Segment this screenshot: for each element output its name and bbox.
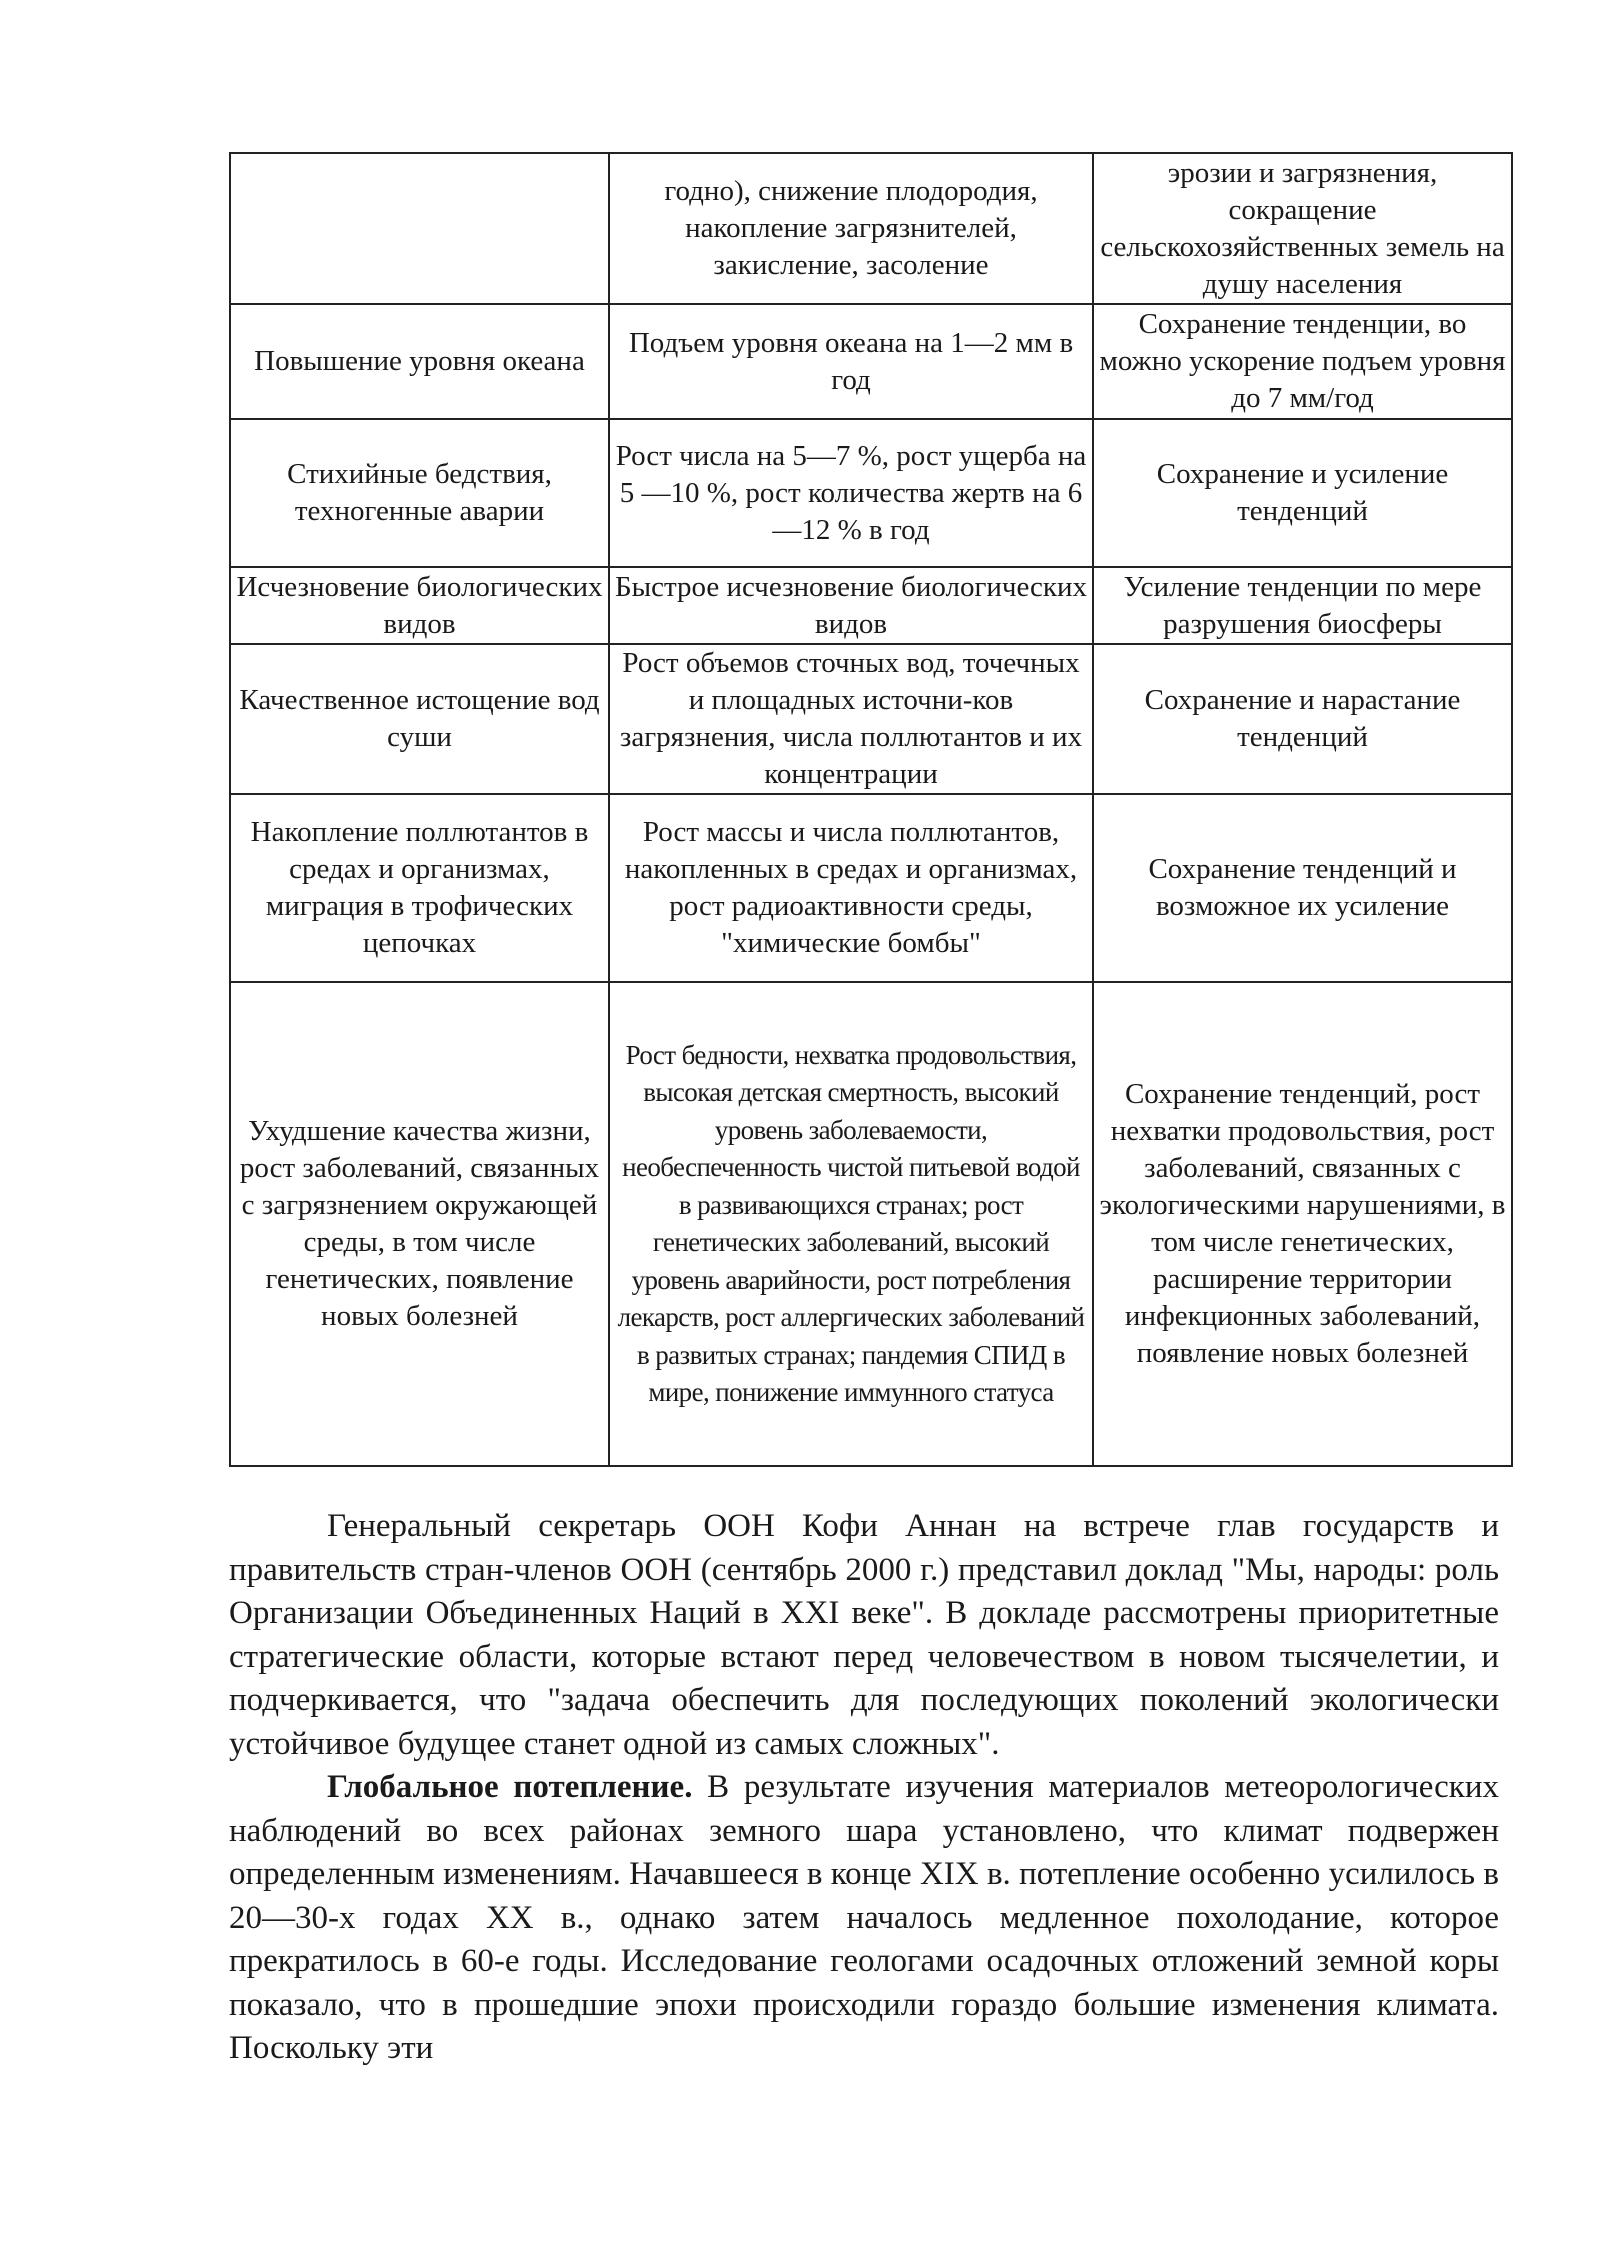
paragraph-global-warming xyxy=(229,1766,1499,2071)
table-row xyxy=(230,419,1512,567)
table-cell-current-state: Рост числа на 5—7 %, рост ущерба на 5 —10 %, рост количества жертв на 6—12 % в год xyxy=(609,419,1093,567)
table-cell-current-state: Рост объемов сточных вод, точечных и площадных источни-ков загрязнения, числа поллютантов и их концентрации xyxy=(609,644,1093,794)
table-row xyxy=(230,304,1512,419)
table-cell-problem: Качественное истощение вод суши xyxy=(230,644,609,794)
table-row xyxy=(230,153,1512,304)
paragraph-un-report: Генеральный секретарь ООН Кофи Аннан на встрече глав государств и правительств стран-членов ООН (сентябрь 2000 г.) представил доклад "Мы, народы: роль Организации Объединенных Наций в XXI веке". В докладе рассмотрены приоритетные стратегические области, которые встают перед человечеством в новом тысячелетии, и подчеркивается, что "задача обеспечить для последующих поколений экологически устойчивое будущее станет одной из самых сложных". xyxy=(229,1508,1499,1762)
table-row xyxy=(230,644,1512,794)
table-cell-problem: Стихийные бедствия, техногенные аварии xyxy=(230,419,609,567)
table-cell-problem: Повышение уровня океана xyxy=(230,304,609,419)
table-cell-problem: Ухудшение качества жизни, рост заболеваний, связанных с загрязнением окружающей среды, в том числе генетических, появление новых болезней xyxy=(230,982,609,1466)
table-cell-forecast: Усиление тенденции по мере разрушения биосферы xyxy=(1093,567,1512,644)
table-cell-current-state: Подъем уровня океана на 1—2 мм в год xyxy=(609,304,1093,419)
ecology-problems-table xyxy=(229,152,1513,1467)
table-cell-current-state: Рост массы и числа поллютантов, накопленных в средах и организмах, рост радиоактивности среды, "химические бомбы" xyxy=(609,794,1093,982)
paragraph-global-warming-text: В результате изучения материалов метеорологических наблюдений во всех районах земного шара установлено, что климат подвержен определенным изменениям. Начавшееся в конце XIX в. потепление особенно усилилось в 20—30-х годах XX в., однако затем началось медленное похолодание, которое прекратилось в 60-е годы. Исследование геологами осадочных отложений земной коры показало, что в прошедшие эпохи происходили гораздо большие изменения климата. Поскольку эти xyxy=(229,1769,1499,2066)
table-cell-problem xyxy=(230,153,609,304)
table-cell-problem: Исчезновение биологических видов xyxy=(230,567,609,644)
table-cell-forecast: Сохранение тенденции, во можно ускорение подъем уровня до 7 мм/год xyxy=(1093,304,1512,419)
table-cell-forecast: Сохранение и усиление тенденций xyxy=(1093,419,1512,567)
table-cell-current-state: Рост бедности, нехватка продовольствия, высокая детская смертность, высокий уровень заболеваемости, необеспеченность чистой питьевой водой в развивающихся странах; рост генетических заболеваний, высокий уровень аварийности, рост потребления лекарств, рост аллергических заболеваний в развитых странах; пандемия СПИД в мире, понижение иммунного статуса xyxy=(609,982,1093,1466)
table-cell-forecast: Сохранение и нарастание тенденций xyxy=(1093,644,1512,794)
table-row xyxy=(230,567,1512,644)
table-cell-forecast: Сохранение тенденций и возможное их усиление xyxy=(1093,794,1512,982)
table-cell-forecast: эрозии и загрязнения, сокращение сельскохозяйственных земель на душу населения xyxy=(1093,153,1512,304)
table-cell-problem: Накопление поллютантов в средах и организмах, миграция в трофических цепочках xyxy=(230,794,609,982)
body-text xyxy=(229,1505,1499,2071)
section-heading-global-warming: Глобальное потепление. xyxy=(327,1769,693,1805)
table-row xyxy=(230,794,1512,982)
table-cell-forecast: Сохранение тенденций, рост нехватки продовольствия, рост заболеваний, связанных с экологическими нарушениями, в том числе генетических, расширение территории инфекционных заболеваний, появление новых болезней xyxy=(1093,982,1512,1466)
table-cell-current-state: годно), снижение плодородия, накопление загрязнителей, закисление, засоление xyxy=(609,153,1093,304)
table-row xyxy=(230,982,1512,1466)
table-cell-current-state: Быстрое исчезновение биологических видов xyxy=(609,567,1093,644)
